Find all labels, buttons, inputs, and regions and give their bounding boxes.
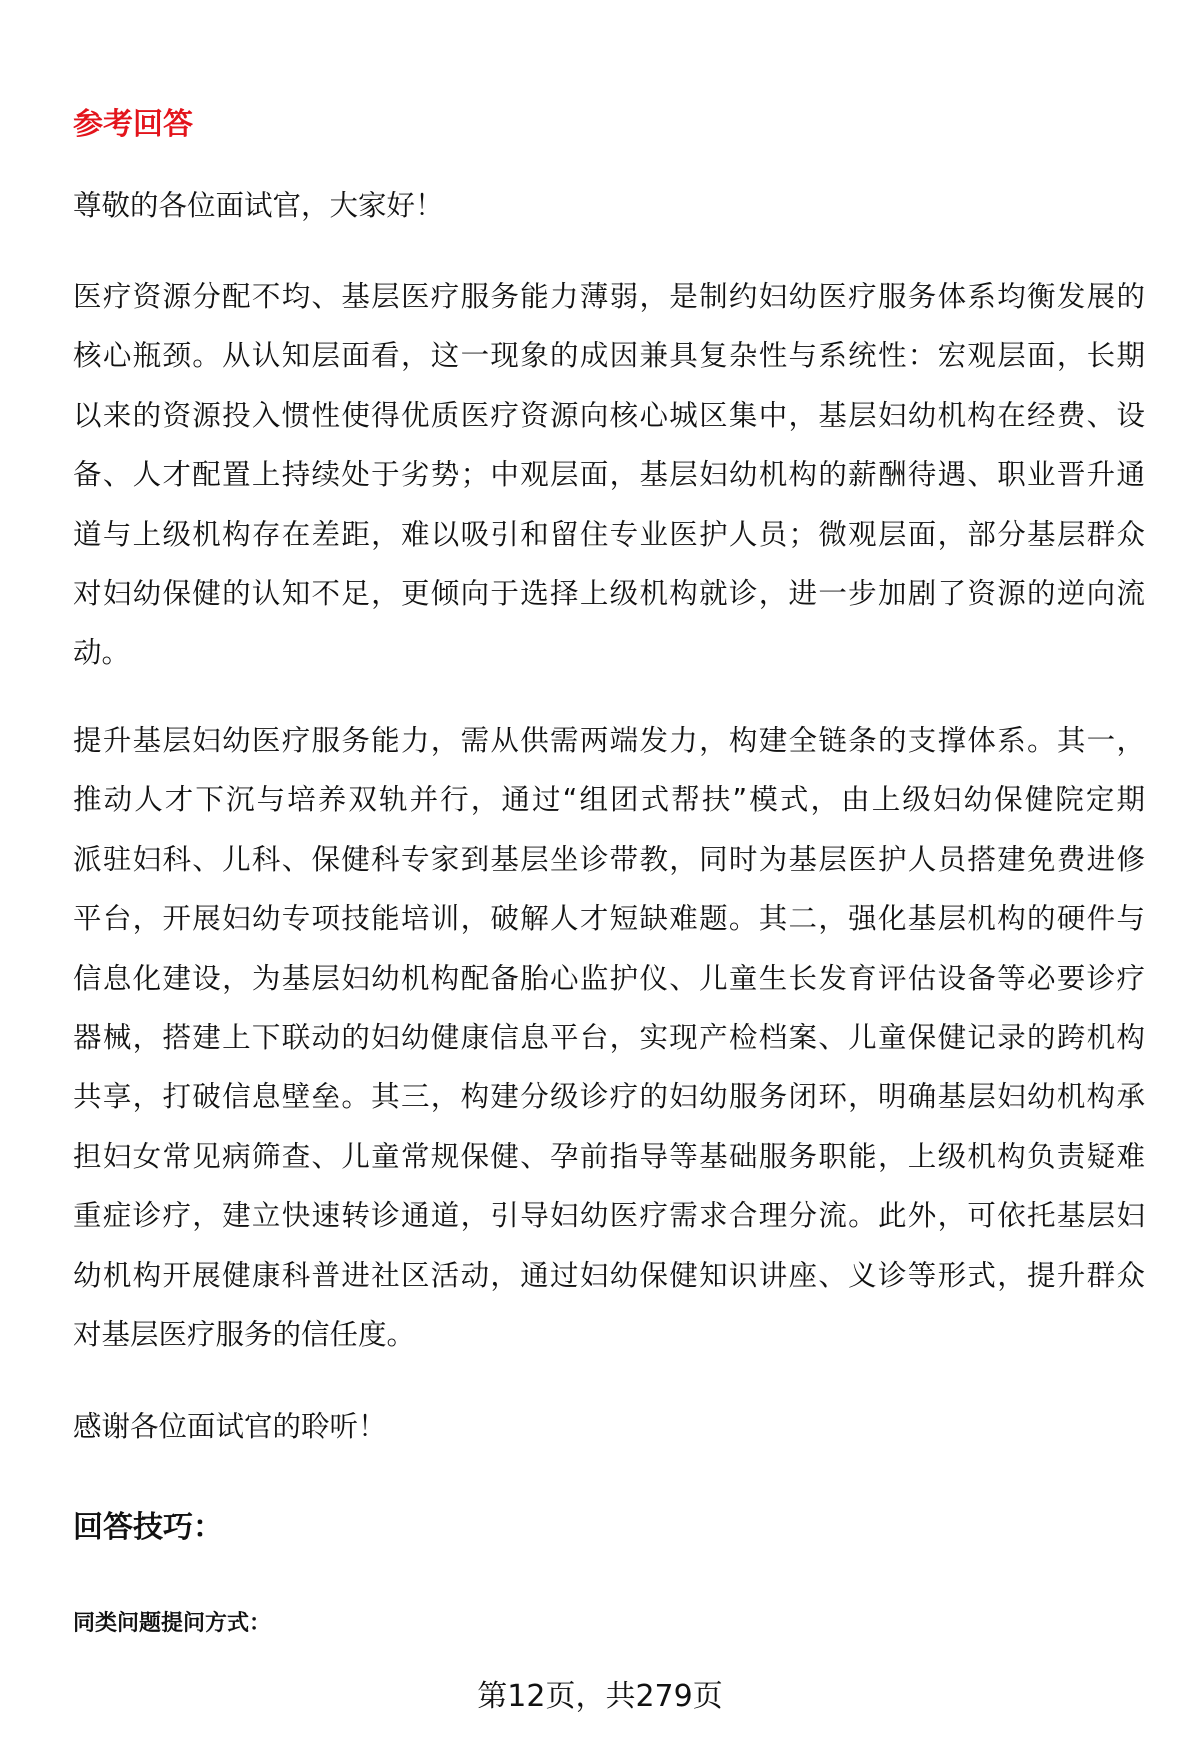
page-number: 第12页，共279页	[477, 1679, 723, 1714]
text-line: 平台，开展妇幼专项技能培训，破解人才短缺难题。其二，强化基层机构的硬件与	[73, 902, 1145, 936]
section-title: 参考回答	[73, 107, 193, 142]
closing-text: 感谢各位面试官的聆听！	[73, 1410, 387, 1443]
text-line: 提升基层妇幼医疗服务能力，需从供需两端发力，构建全链条的支撑体系。其一，	[73, 724, 1145, 757]
tips-heading: 回答技巧：	[73, 1510, 223, 1545]
text-line: 对妇幼保健的认知不足，更倾向于选择上级机构就诊，进一步加剧了资源的逆向流	[73, 576, 1145, 610]
similar-questions-heading: 同类问题提问方式：	[73, 1611, 272, 1636]
text-line: 派驻妇科、儿科、保健科专家到基层坐诊带教，同时为基层医护人员搭建免费进修	[73, 842, 1145, 876]
text-line: 重症诊疗，建立快速转诊通道，引导妇幼医疗需求合理分流。此外，可依托基层妇	[73, 1199, 1145, 1233]
text-line: 共享，打破信息壁垒。其三，构建分级诊疗的妇幼服务闭环，明确基层妇幼机构承	[73, 1080, 1145, 1114]
text-line: 担妇女常见病筛查、儿童常规保健、孕前指导等基础服务职能，上级机构负责疑难	[73, 1139, 1145, 1173]
text-line: 核心瓶颈。从认知层面看，这一现象的成因兼具复杂性与系统性：宏观层面，长期	[73, 339, 1145, 373]
text-line: 备、人才配置上持续处于劣势；中观层面，基层妇幼机构的薪酬待遇、职业晋升通	[73, 458, 1145, 492]
text-line: 对基层医疗服务的信任度。	[73, 1317, 416, 1351]
text-line: 医疗资源分配不均、基层医疗服务能力薄弱，是制约妇幼医疗服务体系均衡发展的	[73, 280, 1145, 313]
text-line: 以来的资源投入惯性使得优质医疗资源向核心城区集中，基层妇幼机构在经费、设	[73, 398, 1145, 432]
text-line: 器械，搭建上下联动的妇幼健康信息平台，实现产检档案、儿童保健记录的跨机构	[73, 1020, 1145, 1054]
text-line: 幼机构开展健康科普进社区活动，通过妇幼保健知识讲座、义诊等形式，提升群众	[73, 1258, 1145, 1292]
greeting: 尊敬的各位面试官，大家好！	[73, 189, 444, 222]
paragraph-2	[73, 711, 1145, 1364]
text-line: 推动人才下沉与培养双轨并行，通过“组团式帮扶”模式，由上级妇幼保健院定期	[73, 783, 1145, 817]
text-line: 道与上级机构存在差距，难以吸引和留住专业医护人员；微观层面，部分基层群众	[73, 517, 1145, 551]
text-line: 动。	[73, 636, 131, 670]
paragraph-1	[73, 267, 1145, 683]
text-line: 信息化建设，为基层妇幼机构配备胎心监护仪、儿童生长发育评估设备等必要诊疗	[73, 961, 1145, 995]
